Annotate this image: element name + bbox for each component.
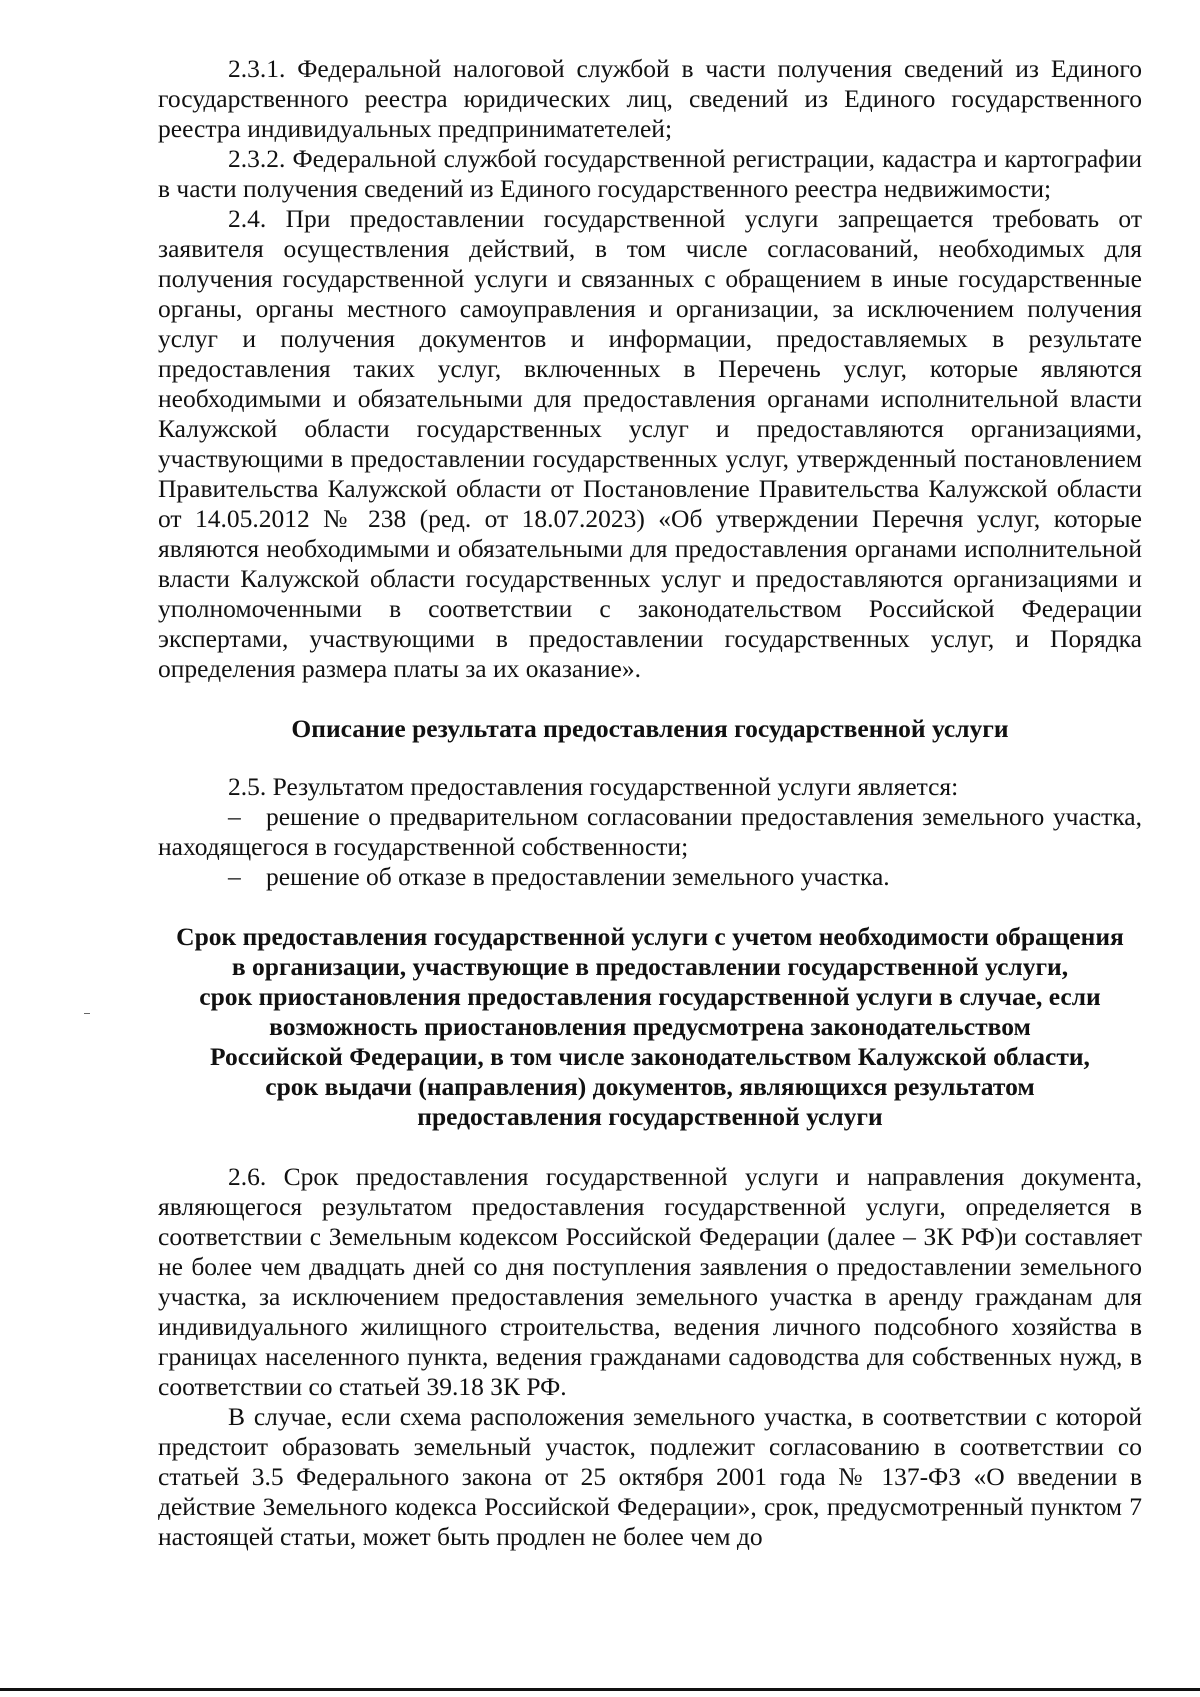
spacer — [158, 684, 1142, 714]
list-item-result-2 — [158, 862, 1142, 892]
section-heading-result: Описание результата предоставления государственной услуги — [291, 714, 1009, 743]
paragraph-2-3-1: 2.3.1. Федеральной налоговой службой в части получения сведений из Единого государственного реестра юридических лиц, сведений из Единого государственного реестра индивидуальных предприниматетелей; — [158, 54, 1142, 143]
paragraph-2-3-2: 2.3.2. Федеральной службой государственной регистрации, кадастра и картографии в части получения сведений из Единого государственного реестра недвижимости; — [158, 144, 1142, 203]
document-page — [158, 54, 1142, 1552]
spacer — [158, 892, 1142, 922]
spacer — [158, 744, 1142, 772]
scan-mark — [84, 1013, 90, 1014]
heading-line: в организации, участвующие в предоставлении государственной услуги, — [231, 952, 1069, 981]
heading-line: срок приостановления предоставления государственной услуги в случае, если — [199, 982, 1101, 1011]
list-item-result-1 — [158, 802, 1142, 862]
list-item-text: решение о предварительном согласовании предоставления земельного участка, находящегося в государственной собственности; — [158, 802, 1142, 861]
dash-marker: – — [228, 802, 241, 831]
heading-line: предоставления государственной услуги — [417, 1102, 883, 1131]
heading-line: возможность приостановления предусмотрена законодательством — [269, 1012, 1031, 1041]
heading-line: Срок предоставления государственной услуги с учетом необходимости обращения — [176, 922, 1124, 951]
spacer — [158, 1132, 1142, 1162]
heading-line: срок выдачи (направления) документов, являющихся результатом — [265, 1072, 1035, 1101]
paragraph-case: В случае, если схема расположения земельного участка, в соответствии с которой предстоит образовать земельный участок, подлежит согласованию в соответствии со статьей 3.5 Федерального закона от 25 октября 2001 года № 137-ФЗ «О введении в действие Земельного кодекса Российской Федерации», срок, предусмотренный пунктом 7 настоящей статьи, может быть продлен не более чем до — [158, 1402, 1142, 1551]
paragraph-2-5: 2.5. Результатом предоставления государственной услуги является: — [228, 772, 959, 801]
paragraph-2-4: 2.4. При предоставлении государственной услуги запрещается требовать от заявителя осуществления действий, в том числе согласований, необходимых для получения государственной услуги и связанных с обращением в иные государственные органы, органы местного самоуправления и организации, за исключением получения услуг и получения документов и информации, предоставляемых в результате предоставления таких услуг, включенных в Перечень услуг, которые являются необходимыми и обязательными для предоставления органами исполнительной власти Калужской области государственных услуг и предоставляются организациями, участвующими в предоставлении государственных услуг, утвержденный постановлением Правительства Калужской области от Постановление Правительства Калужской области от 14.05.2012 № 238 (ред. от 18.07.2023) «Об утверждении Перечня услуг, которые являются необходимыми и обязательными для предоставления органами исполнительной власти Калужской области государственных услуг и предоставляются организациями и уполномоченными в соответствии с законодательством Российской Федерации экспертами, участвующими в предоставлении государственных услуг, и Порядка определения размера платы за их оказание». — [158, 204, 1142, 683]
dash-marker: – — [228, 862, 241, 891]
page-bottom-rule — [0, 1688, 1200, 1691]
heading-line: Российской Федерации, в том числе законодательством Калужской области, — [210, 1042, 1090, 1071]
list-item-text: решение об отказе в предоставлении земельного участка. — [266, 862, 890, 891]
paragraph-2-6: 2.6. Срок предоставления государственной услуги и направления документа, являющегося результатом предоставления государственной услуги, определяется в соответствии с Земельным кодексом Российской Федерации (далее – ЗК РФ)и составляет не более чем двадцать дней со дня поступления заявления о предоставлении земельного участка, за исключением предоставления земельного участка в аренду гражданам для индивидуального жилищного строительства, ведения личного подсобного хозяйства в границах населенного пункта, ведения гражданами садоводства для собственных нужд, в соответствии со статьей 39.18 ЗК РФ. — [158, 1162, 1142, 1401]
section-heading-term — [158, 922, 1142, 1132]
